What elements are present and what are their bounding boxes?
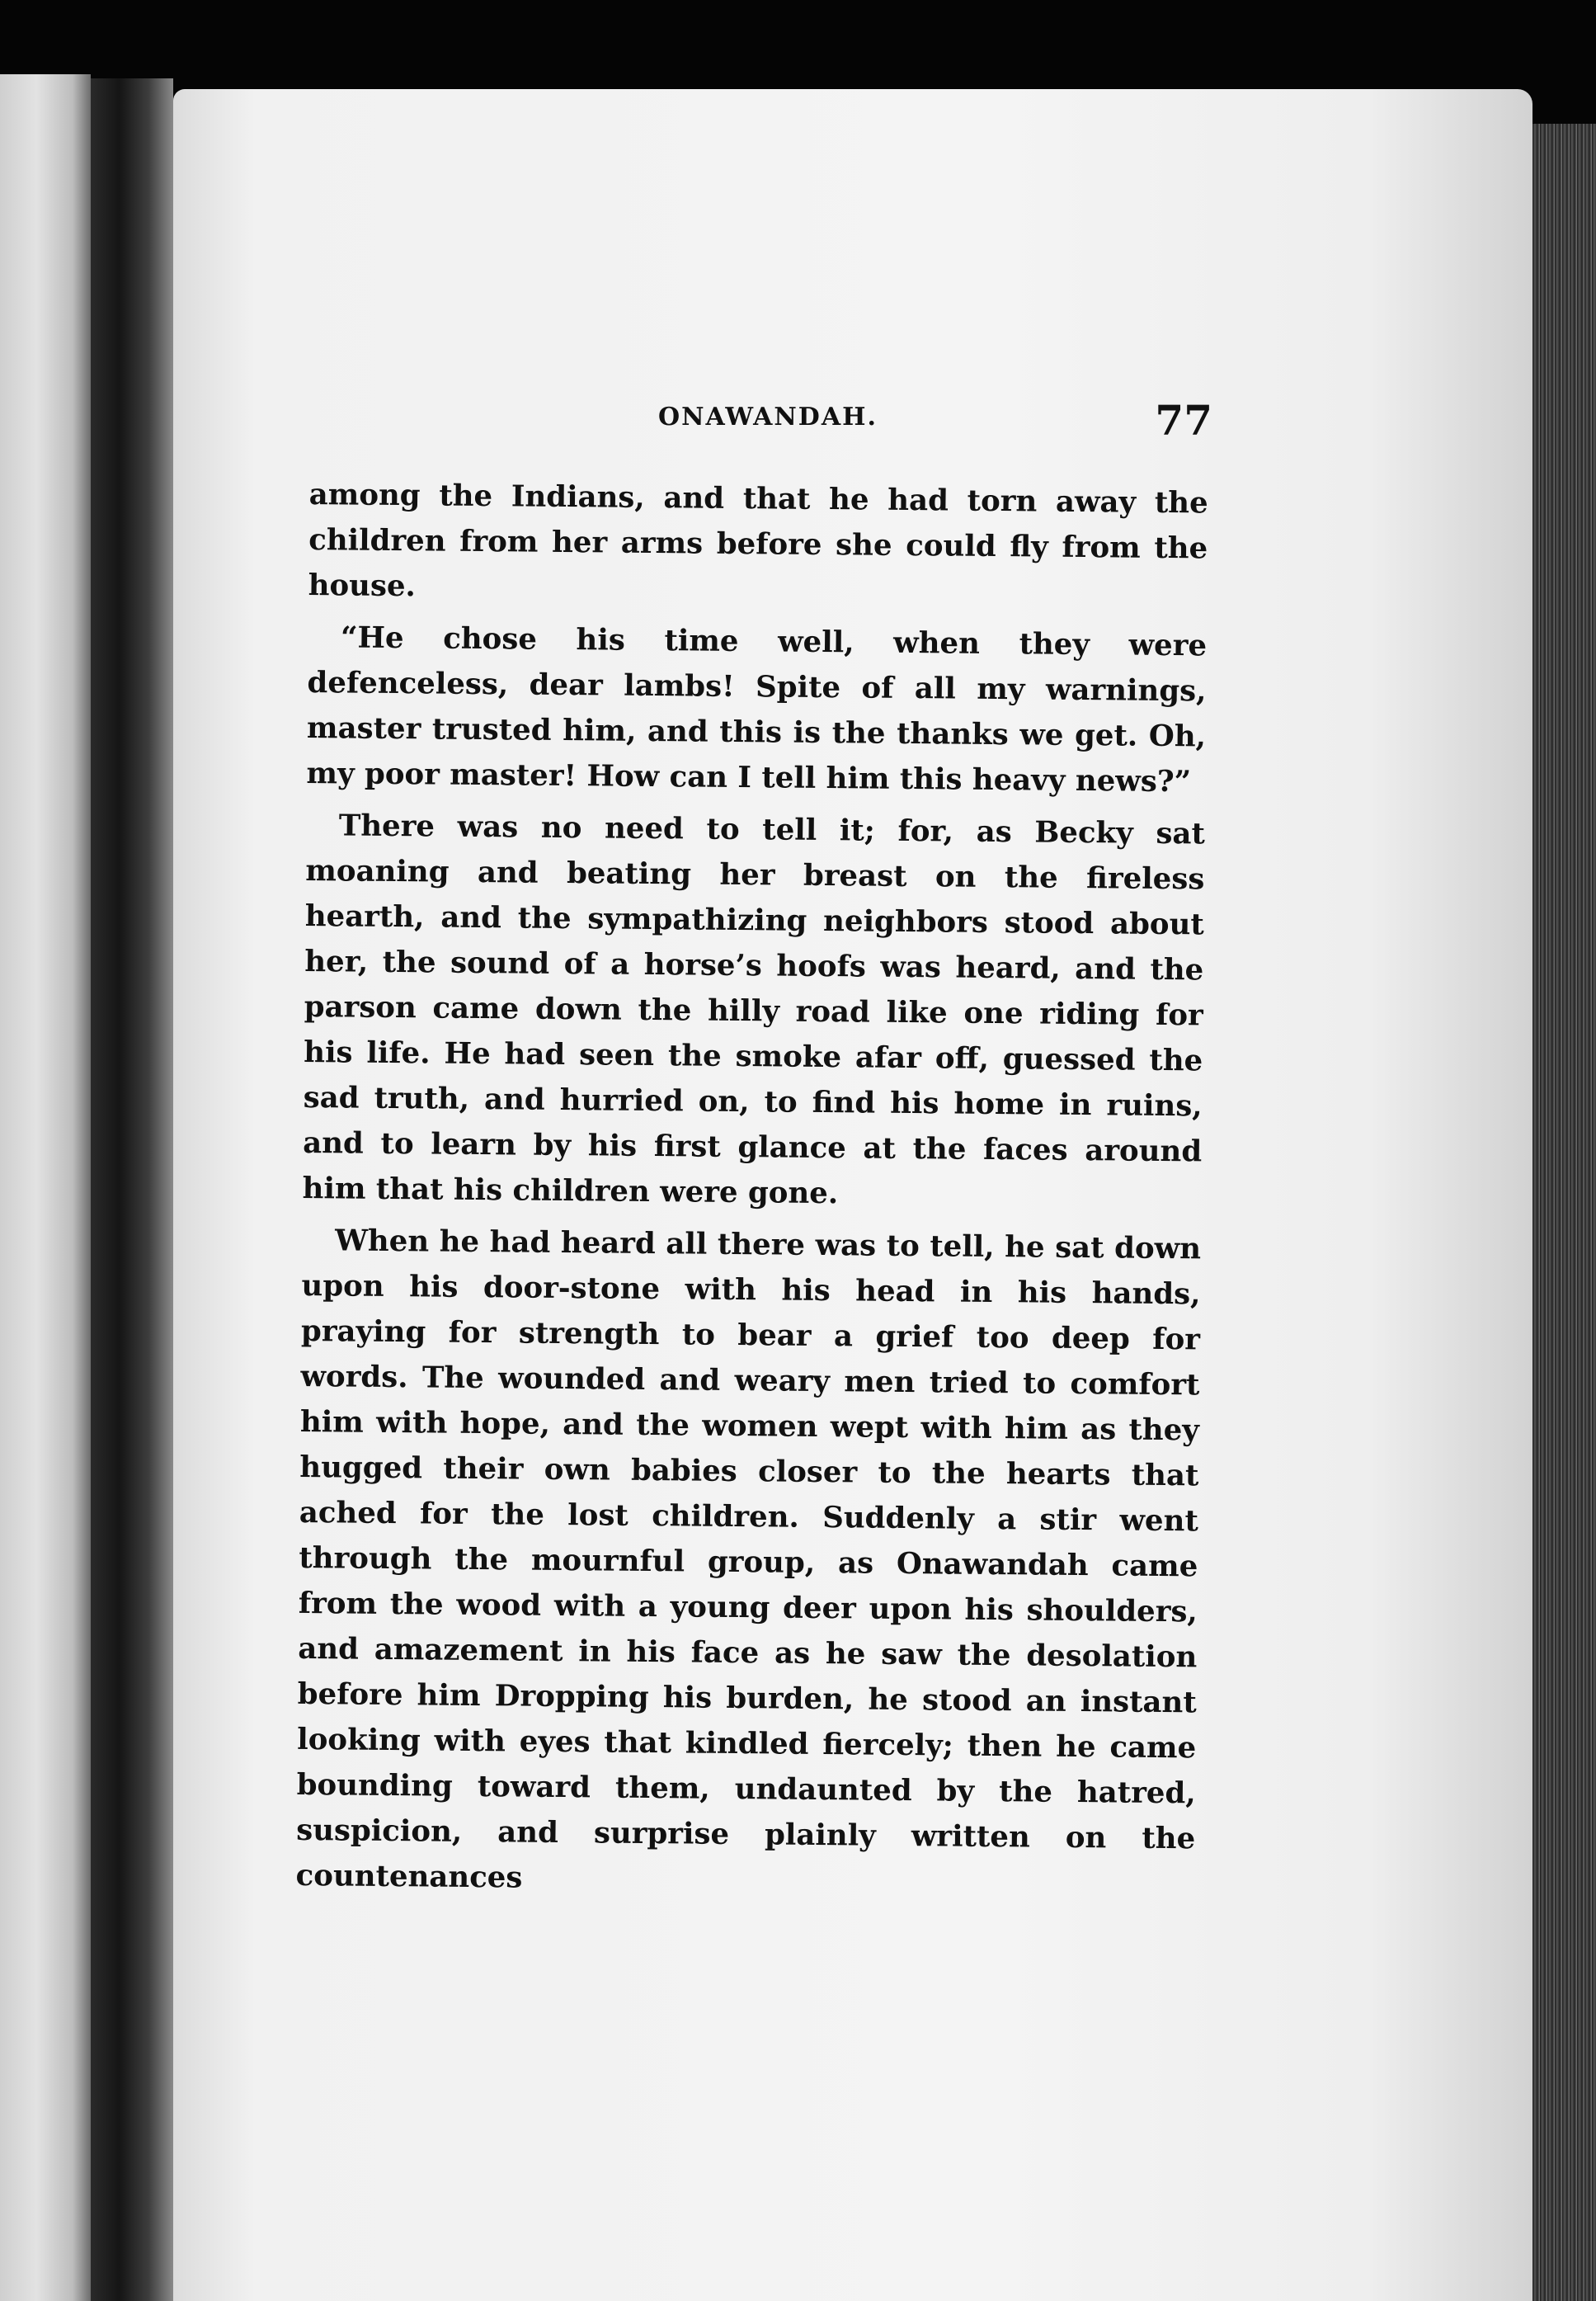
running-head: ONAWANDAH.: [658, 403, 878, 431]
paragraph-continued: among the Indians, and that he had torn away the children from her arms before she could fly from the house.: [308, 477, 1208, 604]
body-text: [295, 472, 1208, 1913]
page-header: [322, 396, 1212, 462]
page-stack-edge: [1532, 124, 1596, 2301]
page-number: 77: [1155, 396, 1212, 445]
paragraph-parson-returns: There was no need to tell it; for, as Becky sat moaning and beating her breast on the fireless hearth, and the sympathizing neighbors stood about her, the sound of a horse’s hoofs was heard, and the parson came down the hilly road like one riding for his life. He had seen the smoke afar off, guessed the sad truth, and hurried on, to find his home in ruins, and to learn by his first glance at the faces around him that his children were gone.: [302, 809, 1206, 1211]
gutter-shadow: [91, 78, 173, 2301]
paragraph-quote: “He chose his time well, when they were defenceless, dear lambs! Spite of all my warnings, master trusted him, and this is the thanks we get. Oh, my poor master! How can I tell him this heavy news?”: [306, 620, 1208, 799]
left-page-edge: [0, 74, 91, 2301]
paragraph-onawandah-arrives: When he had heard all there was to tell, he sat down upon his door-stone with his head in his hands, praying for strength to bear a grief too deep for words. The wounded and weary men tried to comfort him with hope, and the women wept with him as they hugged their own babies closer to the hearts that ached for the lost children. Suddenly a stir went through the mournful group, as Onawandah came from the wood with a young deer upon his shoulders, and amazement in his face as he saw the desolation before him Dropping his burden, he stood an instant looking with eyes that kindled fiercely; then he came bounding toward them, undaunted by the hatred, suspicion, and surprise plainly written on the countenances: [295, 1224, 1202, 1895]
